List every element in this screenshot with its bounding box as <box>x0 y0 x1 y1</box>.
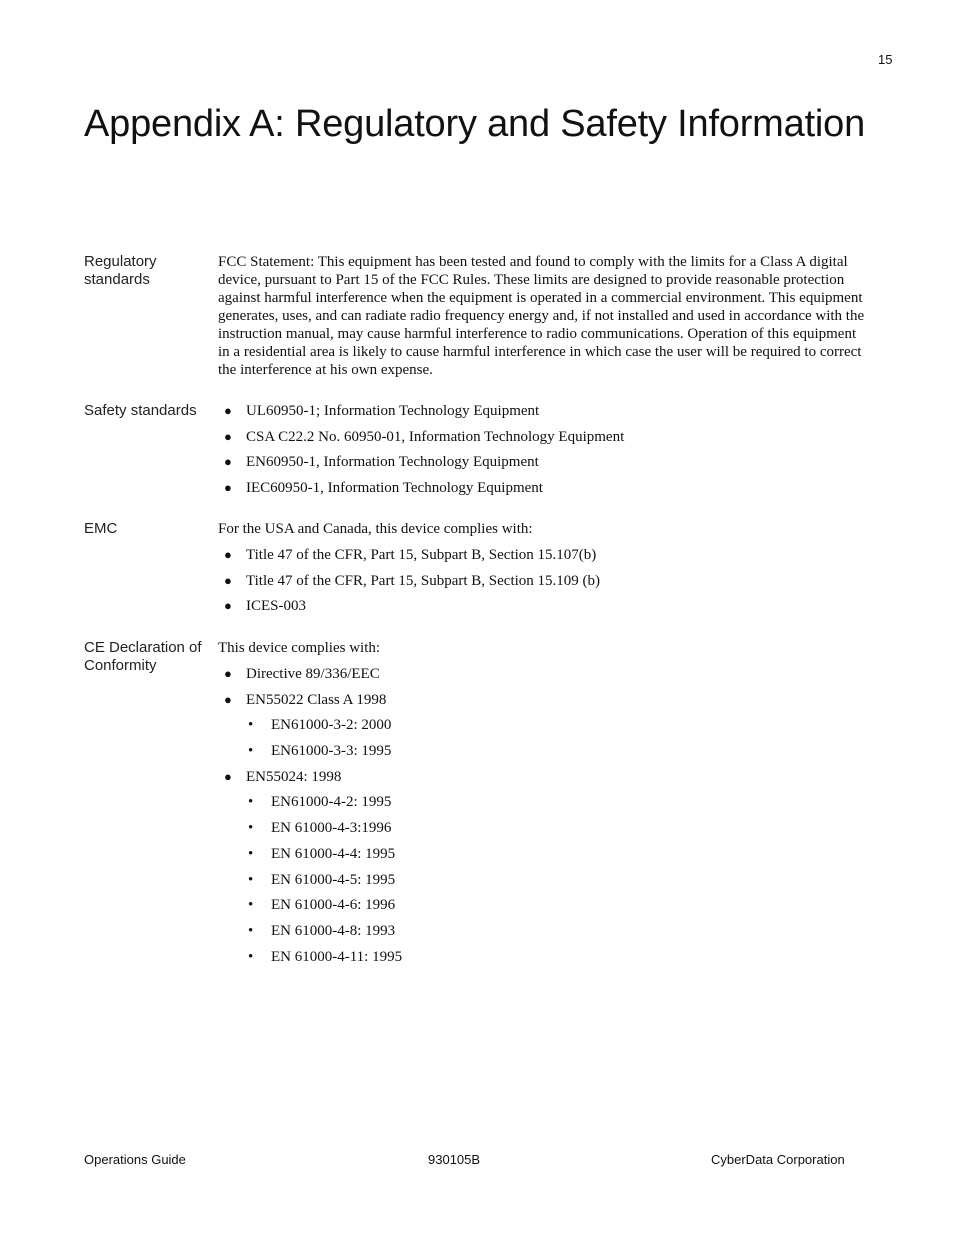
section-label-emc: EMC <box>84 520 118 537</box>
bullet-icon: ● <box>224 572 232 588</box>
bullet-icon: ● <box>224 691 232 707</box>
bullet-icon: ● <box>224 547 232 562</box>
footer-company-name: CyberData Corporation <box>711 1152 845 1167</box>
list-item: ● EN55024: 1998 <box>224 768 342 785</box>
list-item: • EN 61000-4-4: 1995 <box>248 845 396 862</box>
list-item: • EN 61000-4-11: 1995 <box>248 948 403 965</box>
list-item: ● IEC60950-1, Information Technology Equipment <box>224 480 543 497</box>
small-bullet-icon: • <box>248 845 254 862</box>
list-item: ● Title 47 of the CFR, Part 15, Subpart B, Section 15.107(b) <box>224 547 597 563</box>
list-item: • EN 61000-4-5: 1995 <box>248 871 396 888</box>
small-bullet-icon: • <box>248 948 254 965</box>
list-item: ● CSA C22.2 No. 60950-01, Information Technology Equipment <box>224 428 625 445</box>
section-label-ce: CE Declaration of Conformity <box>84 639 202 674</box>
small-bullet-icon: • <box>248 743 254 760</box>
bullet-icon: ● <box>224 428 232 444</box>
list-item: • EN 61000-4-8: 1993 <box>248 922 396 939</box>
page-number: 15 <box>878 52 893 67</box>
list-item: ● EN55022 Class A 1998 <box>224 691 387 708</box>
section-label-regulatory: Regulatory standards <box>84 253 157 288</box>
page-title: Appendix A: Regulatory and Safety Information <box>84 103 866 145</box>
bullet-icon: ● <box>224 403 232 418</box>
small-bullet-icon: • <box>248 897 254 914</box>
list-item: ● ICES-003 <box>224 598 306 615</box>
section-label-safety: Safety standards <box>84 402 197 419</box>
bullet-icon: ● <box>224 768 232 784</box>
bullet-icon: ● <box>224 598 232 614</box>
safety-standards-list <box>218 402 870 505</box>
small-bullet-icon: • <box>248 871 254 888</box>
bullet-icon: ● <box>224 454 232 470</box>
list-item: ● EN60950-1, Information Technology Equipment <box>224 454 539 471</box>
bullet-icon: ● <box>224 480 232 496</box>
footer-document-name: Operations Guide <box>84 1152 186 1167</box>
small-bullet-icon: • <box>248 820 254 837</box>
bullet-icon: ● <box>224 666 232 681</box>
list-item: • EN61000-3-3: 1995 <box>248 743 392 760</box>
emc-list <box>218 546 870 623</box>
list-item: • EN61000-4-2: 1995 <box>248 794 392 811</box>
footer-document-number: 930105B <box>428 1152 481 1167</box>
ce-intro: This device complies with: <box>218 640 381 656</box>
fcc-statement: FCC Statement: This equipment has been tested and found to comply with the limits for a Class A digital device, pursuant to Part 15 of the FCC Rules. These limits are designed to provide reasonable protection against harmful interference when the equipment is operated in a commercial environment. This equipment generates, uses, and can radiate radio frequency energy and, if not installed and used in accordance with the instruction manual, may cause harmful interference to radio communications. Operation of this equipment in a residential area is likely to cause harmful interference in which case the user will be required to correct the interference at his own expense. <box>218 254 865 378</box>
list-item: ● Title 47 of the CFR, Part 15, Subpart B, Section 15.109 (b) <box>224 572 601 589</box>
small-bullet-icon: • <box>248 794 254 811</box>
small-bullet-icon: • <box>248 922 254 939</box>
ce-list <box>218 665 870 973</box>
list-item: • EN 61000-4-3:1996 <box>248 820 392 837</box>
list-item: • EN61000-3-2: 2000 <box>248 717 392 734</box>
emc-intro: For the USA and Canada, this device complies with: <box>218 521 533 537</box>
list-item: ● Directive 89/336/EEC <box>224 666 380 682</box>
small-bullet-icon: • <box>248 717 254 734</box>
list-item: ● UL60950-1; Information Technology Equipment <box>224 403 540 419</box>
list-item: • EN 61000-4-6: 1996 <box>248 897 396 914</box>
